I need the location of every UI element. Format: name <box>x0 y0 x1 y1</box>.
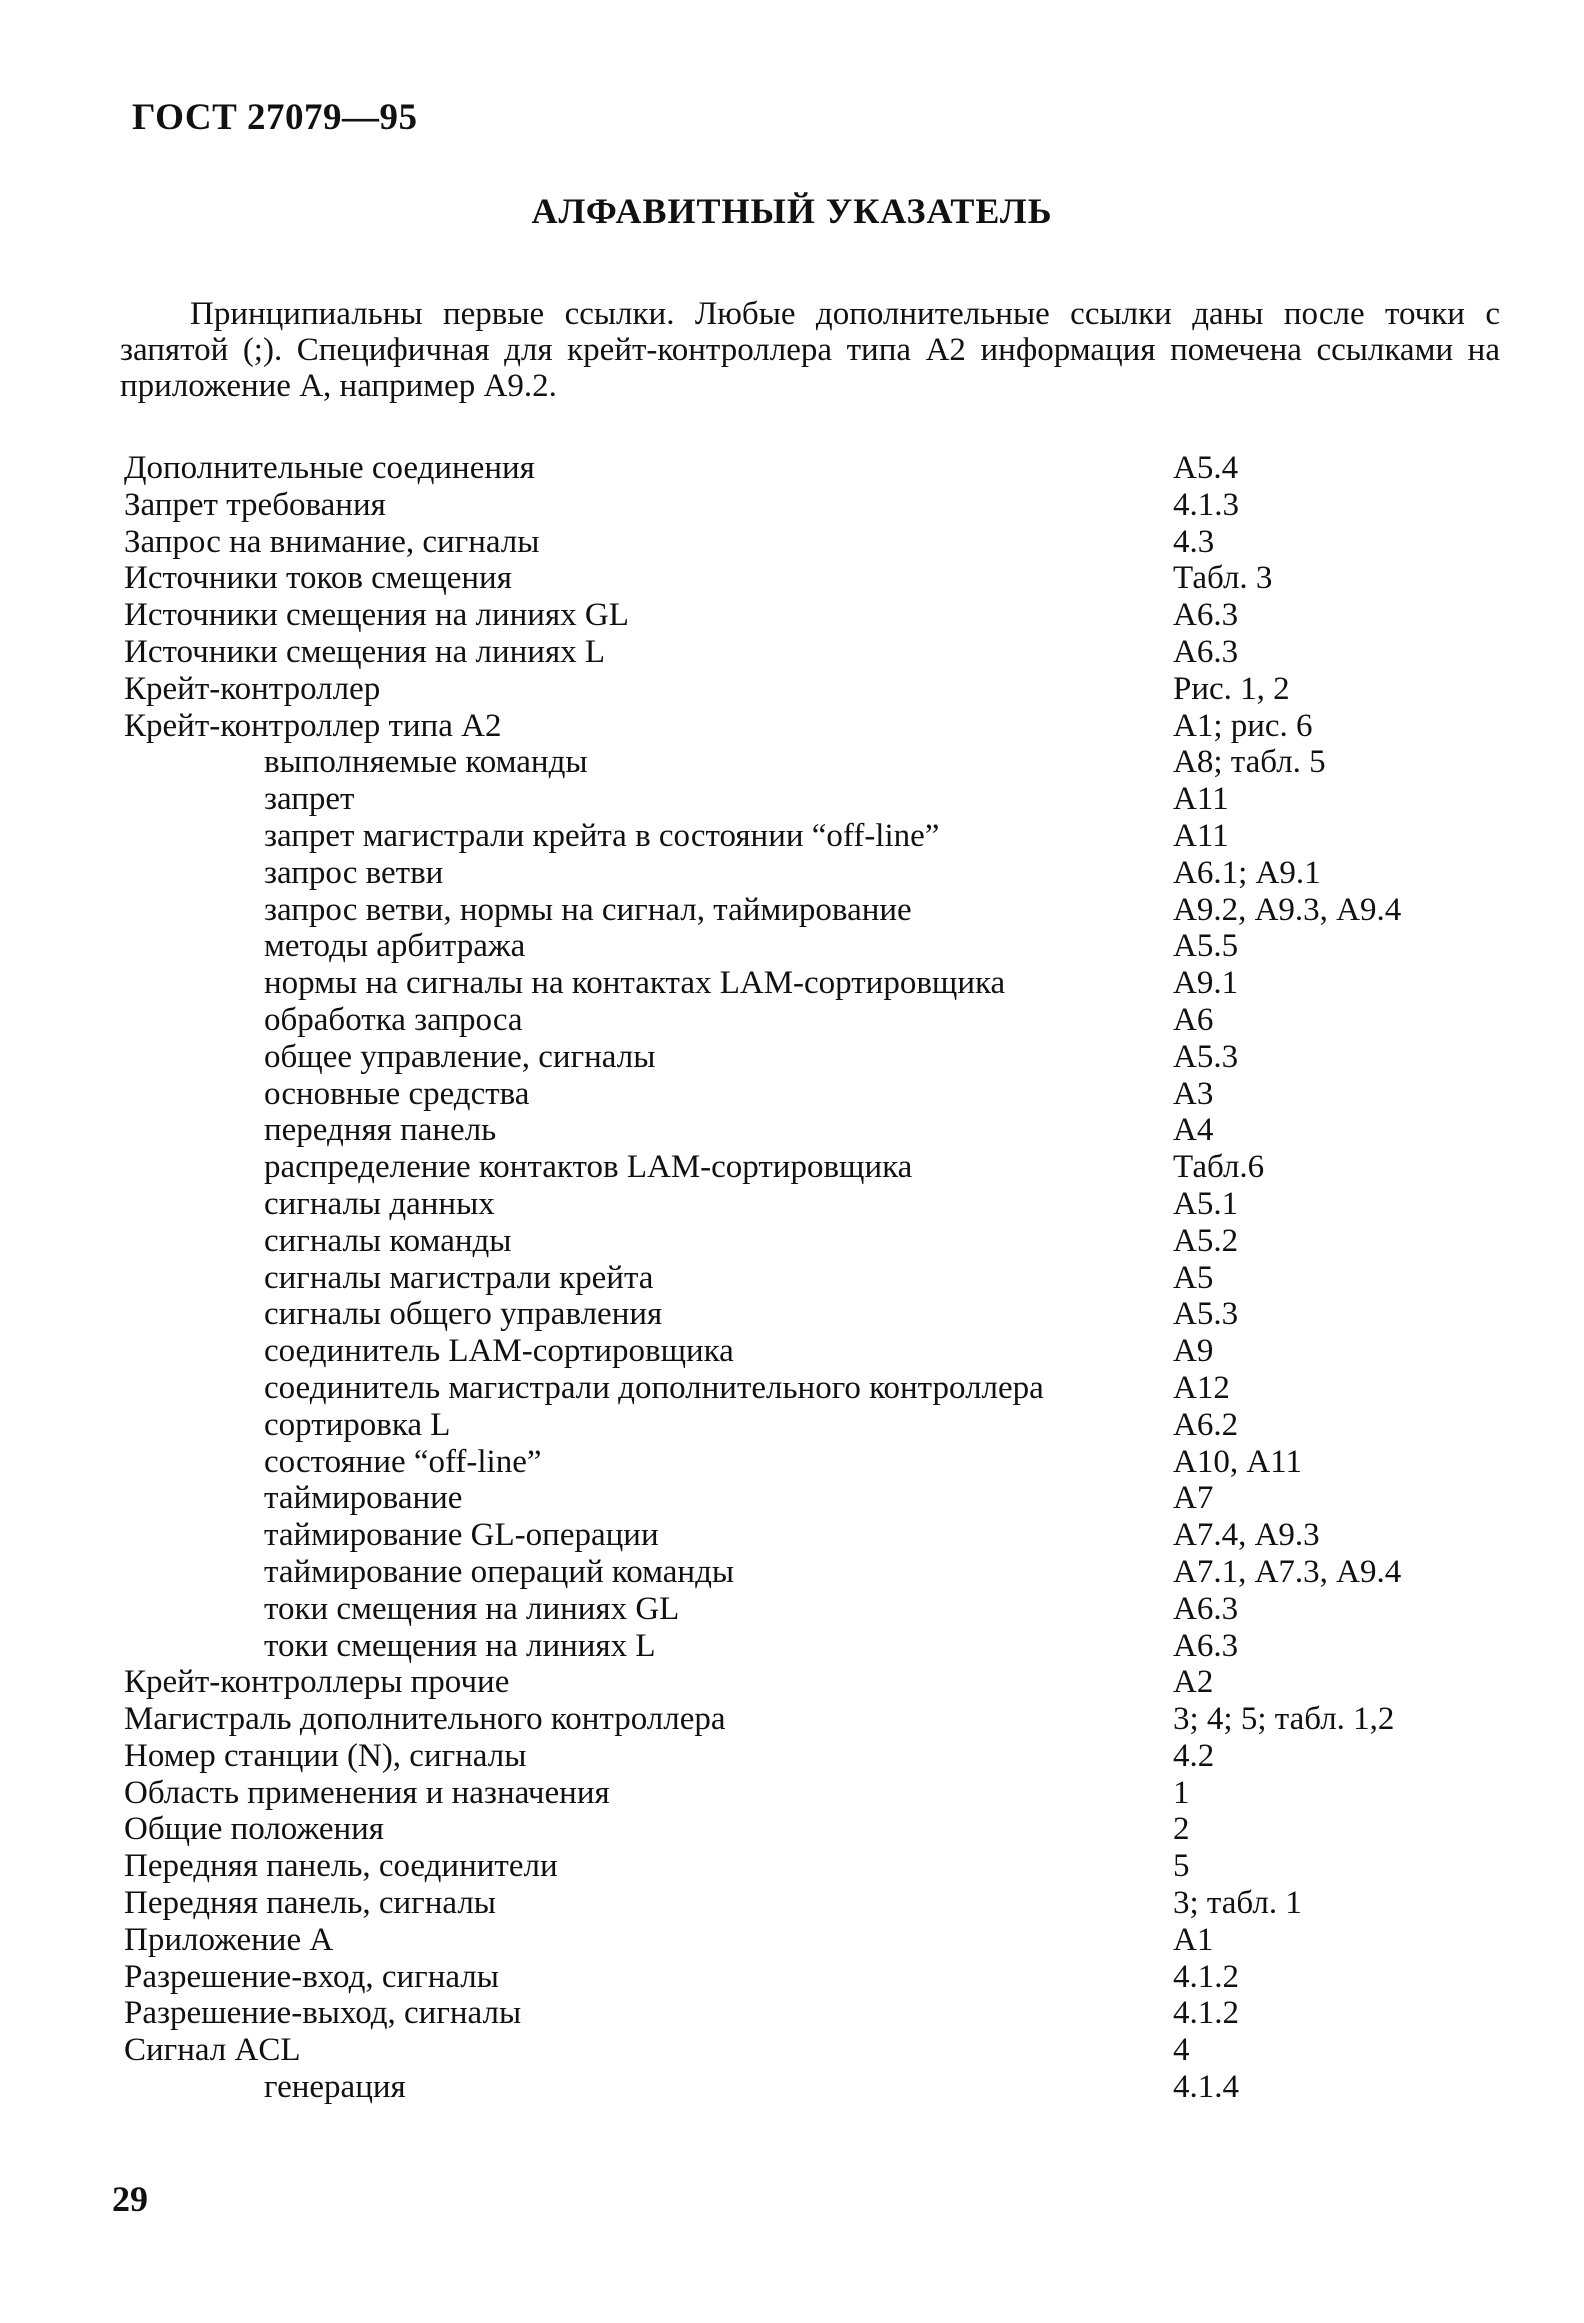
index-reference: А6.3 <box>1173 1590 1239 1627</box>
index-reference: А6.1; А9.1 <box>1173 854 1321 891</box>
index-term: сортировка L <box>264 1406 451 1443</box>
index-subentry <box>0 1223 1584 1260</box>
index-reference: А5 <box>1173 1259 1214 1296</box>
index-term: Разрешение-вход, сигналы <box>124 1958 499 1995</box>
index-reference: А5.1 <box>1173 1185 1239 1222</box>
index-term: токи смещения на линиях GL <box>264 1590 680 1627</box>
index-reference: А6.3 <box>1173 1627 1239 1664</box>
index-entry <box>0 1738 1584 1775</box>
index-subentry <box>0 1076 1584 1113</box>
index-entry <box>0 1995 1584 2032</box>
index-term: Крейт-контроллер типа А2 <box>124 707 502 744</box>
index-reference: 2 <box>1173 1811 1190 1848</box>
index-subentry <box>0 1444 1584 1481</box>
index-entry <box>0 597 1584 634</box>
index-term: запрет <box>264 781 355 818</box>
index-subentry <box>0 855 1584 892</box>
index-reference: А5.2 <box>1173 1222 1239 1259</box>
index-subentry <box>0 1554 1584 1591</box>
index-reference: А1 <box>1173 1921 1214 1958</box>
index-reference: А6 <box>1173 1001 1214 1038</box>
index-term: сигналы магистрали крейта <box>264 1259 654 1296</box>
index-subentry <box>0 1296 1584 1333</box>
index-term: общее управление, сигналы <box>264 1038 656 1075</box>
index-reference: 4.1.2 <box>1173 1995 1239 2032</box>
index-reference: А5.4 <box>1173 450 1239 486</box>
index-subentry <box>0 1370 1584 1407</box>
intro-paragraph: Принципиальны первые ссылки. Любые дополнительные ссылки даны после точки с запятой (;). Специфичная для крейт-контроллера типа А2 информация помечена ссылками на приложение А, например А9.2. <box>120 296 1500 404</box>
index-term: генерация <box>264 2069 406 2106</box>
index-entry <box>0 634 1584 671</box>
alphabetical-index-list <box>0 450 1584 2106</box>
index-term: обработка запроса <box>264 1001 523 1038</box>
index-term: основные средства <box>264 1075 530 1112</box>
index-term: Приложение А <box>124 1921 334 1958</box>
index-entry <box>0 708 1584 745</box>
index-term: Передняя панель, сигналы <box>124 1885 496 1922</box>
index-term: Крейт-контроллер <box>124 670 381 707</box>
index-reference: 4.3 <box>1173 523 1215 560</box>
index-reference: А5.3 <box>1173 1296 1239 1333</box>
index-reference: Табл.6 <box>1173 1149 1265 1186</box>
index-subentry <box>0 1333 1584 1370</box>
index-subentry <box>0 928 1584 965</box>
index-subentry <box>0 1628 1584 1665</box>
index-entry <box>0 524 1584 561</box>
index-reference: А9.2, А9.3, А9.4 <box>1173 891 1402 928</box>
index-reference: Табл. 3 <box>1173 560 1273 597</box>
index-entry <box>0 1775 1584 1812</box>
index-term: Магистраль дополнительного контроллера <box>124 1701 726 1738</box>
index-subentry <box>0 965 1584 1002</box>
index-reference: 3; 4; 5; табл. 1,2 <box>1173 1701 1395 1738</box>
index-reference: А12 <box>1173 1369 1230 1406</box>
index-term: запрос ветви <box>264 854 444 891</box>
index-term: сигналы общего управления <box>264 1296 663 1333</box>
index-subentry <box>0 781 1584 818</box>
index-reference: А4 <box>1173 1112 1214 1149</box>
index-entry <box>0 1885 1584 1922</box>
index-term: Разрешение-выход, сигналы <box>124 1995 522 2032</box>
index-term: состояние “off-line” <box>264 1443 542 1480</box>
index-reference: 4.2 <box>1173 1737 1215 1774</box>
index-subentry <box>0 1591 1584 1628</box>
index-reference: А9.1 <box>1173 965 1239 1002</box>
index-entry <box>0 1664 1584 1701</box>
index-subentry <box>0 818 1584 855</box>
index-term: Общие положения <box>124 1811 384 1848</box>
index-term: Запрос на внимание, сигналы <box>124 523 540 560</box>
index-term: сигналы данных <box>264 1185 495 1222</box>
index-reference: А2 <box>1173 1664 1214 1701</box>
index-term: передняя панель <box>264 1112 497 1149</box>
index-reference: А11 <box>1173 817 1229 854</box>
index-subentry <box>0 892 1584 929</box>
index-subentry <box>0 1149 1584 1186</box>
index-term: Источники смещения на линиях GL <box>124 597 629 634</box>
index-entry <box>0 1811 1584 1848</box>
index-entry <box>0 1701 1584 1738</box>
index-reference: 4.1.4 <box>1173 2069 1239 2106</box>
index-term: Номер станции (N), сигналы <box>124 1737 527 1774</box>
index-term: токи смещения на линиях L <box>264 1627 656 1664</box>
index-term: Передняя панель, соединители <box>124 1848 558 1885</box>
index-entry <box>0 487 1584 524</box>
index-term: Источники смещения на линиях L <box>124 633 606 670</box>
index-reference: 3; табл. 1 <box>1173 1885 1302 1922</box>
index-entry <box>0 1959 1584 1996</box>
index-reference: 4.1.2 <box>1173 1958 1239 1995</box>
index-reference: А11 <box>1173 781 1229 818</box>
index-term: Источники токов смещения <box>124 560 512 597</box>
index-reference: А8; табл. 5 <box>1173 744 1326 781</box>
index-reference: 4 <box>1173 2032 1190 2069</box>
index-entry <box>0 1922 1584 1959</box>
index-reference: А6.2 <box>1173 1406 1239 1443</box>
index-reference: А7.4, А9.3 <box>1173 1517 1320 1554</box>
index-reference: 5 <box>1173 1848 1190 1885</box>
index-term: таймирование <box>264 1480 463 1517</box>
index-reference: А3 <box>1173 1075 1214 1112</box>
index-term: выполняемые команды <box>264 744 588 781</box>
index-entry <box>0 450 1584 487</box>
index-reference: 1 <box>1173 1774 1190 1811</box>
index-term: запрет магистрали крейта в состоянии “off-line” <box>264 817 940 854</box>
index-term: сигналы команды <box>264 1222 512 1259</box>
index-term: Область применения и назначения <box>124 1774 610 1811</box>
index-reference: А6.3 <box>1173 597 1239 634</box>
index-subentry <box>0 1002 1584 1039</box>
index-term: нормы на сигналы на контактах LAM-сортировщика <box>264 965 1006 1002</box>
index-entry <box>0 560 1584 597</box>
page-title: АЛФАВИТНЫЙ УКАЗАТЕЛЬ <box>531 191 1053 231</box>
index-entry <box>0 2032 1584 2069</box>
index-entry <box>0 1848 1584 1885</box>
index-term: Крейт-контроллеры прочие <box>124 1664 510 1701</box>
index-subentry <box>0 1480 1584 1517</box>
index-term: Запрет требования <box>124 486 386 523</box>
index-reference: А5.3 <box>1173 1038 1239 1075</box>
index-term: распределение контактов LAM-сортировщика <box>264 1149 913 1186</box>
index-subentry <box>0 744 1584 781</box>
index-reference: А9 <box>1173 1333 1214 1370</box>
index-term: Сигнал ACL <box>124 2032 301 2069</box>
index-term: соединитель LAM-сортировщика <box>264 1333 734 1370</box>
index-subentry <box>0 2069 1584 2106</box>
index-reference: А7.1, А7.3, А9.4 <box>1173 1553 1402 1590</box>
index-term: таймирование GL-операции <box>264 1517 659 1554</box>
index-reference: А6.3 <box>1173 633 1239 670</box>
index-term: запрос ветви, нормы на сигнал, таймирование <box>264 891 912 928</box>
index-subentry <box>0 1112 1584 1149</box>
index-subentry <box>0 1186 1584 1223</box>
index-subentry <box>0 1039 1584 1076</box>
index-reference: А7 <box>1173 1480 1214 1517</box>
index-term: таймирование операций команды <box>264 1553 735 1590</box>
index-reference: А5.5 <box>1173 928 1239 965</box>
page-number: 29 <box>112 2179 148 2219</box>
index-subentry <box>0 1407 1584 1444</box>
index-term: соединитель магистрали дополнительного контроллера <box>264 1369 1044 1406</box>
index-entry <box>0 671 1584 708</box>
index-reference: А1; рис. 6 <box>1173 707 1313 744</box>
index-reference: А10, А11 <box>1173 1443 1302 1480</box>
index-reference: Рис. 1, 2 <box>1173 670 1290 707</box>
index-reference: 4.1.3 <box>1173 486 1239 523</box>
index-term: Дополнительные соединения <box>124 450 535 486</box>
document-code: ГОСТ 27079—95 <box>132 97 418 138</box>
index-subentry <box>0 1517 1584 1554</box>
index-subentry <box>0 1260 1584 1297</box>
index-term: методы арбитража <box>264 928 526 965</box>
